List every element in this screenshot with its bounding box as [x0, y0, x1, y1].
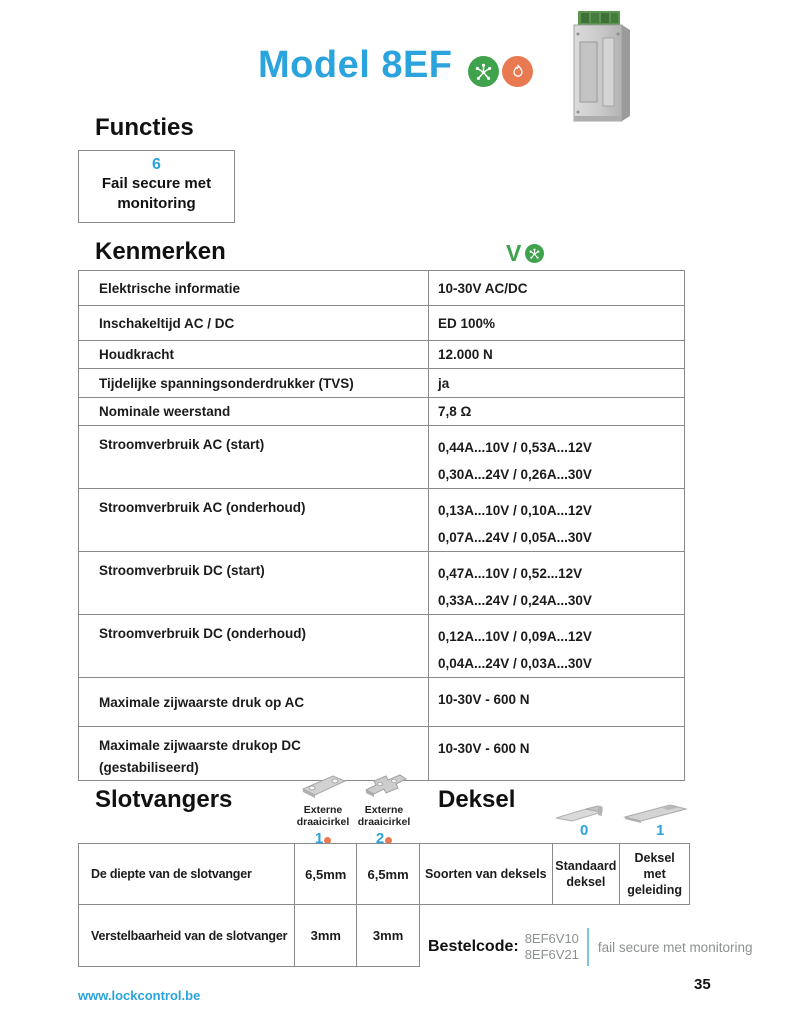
spec-row: [79, 271, 684, 306]
spec-table: [78, 270, 685, 781]
bestelcode-code: 8EF6V10: [524, 931, 579, 946]
spec-value: 12.000 N: [438, 347, 493, 362]
deksel-table-label: Soorten van deksels: [420, 844, 553, 904]
page-title: Model 8EF: [258, 44, 453, 86]
deksel-table: [420, 843, 690, 905]
spec-value: 0,44A...10V / 0,53A...12V: [438, 440, 592, 455]
functie-number: 6: [152, 156, 161, 173]
bestelcode-codes: [525, 931, 579, 963]
spec-label: Elektrische informatie: [79, 271, 429, 305]
spec-row: [79, 306, 684, 341]
v-badge-letter: V: [506, 240, 522, 266]
spec-label: Nominale weerstand: [79, 398, 429, 425]
slotvanger-caption-2: Externe draaicirkel: [357, 804, 411, 828]
slotvanger-row-label: Verstelbaarheid van de slotvanger: [79, 905, 295, 966]
page-number: 35: [694, 976, 711, 993]
spec-label: Tijdelijke spanningsonderdrukker (TVS): [79, 369, 429, 397]
spec-value: 0,12A...10V / 0,09A...12V: [438, 629, 592, 644]
spec-value: 0,47A...10V / 0,52...12V: [438, 566, 583, 581]
deksel-heading: Deksel: [438, 786, 516, 813]
fire-icon: [502, 56, 533, 87]
functie-card: [78, 150, 235, 223]
deksel-number-1: 1: [656, 822, 665, 839]
table-row: [79, 905, 419, 966]
slotvanger-option-2: [354, 771, 414, 847]
slotvangers-heading: Slotvangers: [95, 786, 233, 813]
spec-row: [79, 369, 684, 398]
slotvanger-value: 3mm: [372, 928, 404, 943]
website-link[interactable]: www.lockcontrol.be: [78, 988, 201, 1003]
bestelcode-separator: [587, 928, 589, 966]
slotvanger-value: 6,5mm: [295, 844, 357, 904]
product-image: [558, 8, 644, 133]
spec-value: 0,04A...24V / 0,03A...30V: [438, 656, 592, 671]
spec-value: 0,07A...24V / 0,05A...30V: [438, 530, 592, 545]
spec-row: [79, 341, 684, 369]
title-badges: [468, 56, 533, 87]
spec-label: Inschakeltijd AC / DC: [79, 306, 429, 340]
spec-label: Stroomverbruik AC (start): [79, 426, 429, 488]
spec-value: ja: [438, 375, 450, 391]
spec-value: 0,30A...24V / 0,26A...30V: [438, 467, 592, 482]
slotvanger-option-1: [293, 771, 353, 847]
slotvanger-number-2: 2: [354, 830, 414, 847]
slotvanger-row-label: De diepte van de slotvanger: [79, 844, 295, 904]
spec-value: 10-30V - 600 N: [438, 741, 530, 756]
kenmerken-badge: [506, 240, 544, 267]
spec-row: [79, 489, 684, 552]
spec-row: [79, 615, 684, 678]
spec-label: Stroomverbruik DC (onderhoud): [79, 615, 429, 677]
spec-label: Maximale zijwaarste druk op AC: [79, 678, 429, 726]
slotvanger-number-1: 1: [293, 830, 353, 847]
spec-value: 0,33A...24V / 0,24A...30V: [438, 593, 592, 608]
spec-value: 10-30V AC/DC: [438, 280, 528, 296]
spec-label: Houdkracht: [79, 341, 429, 368]
kenmerken-heading: Kenmerken: [95, 238, 226, 265]
connectivity-icon: [525, 244, 544, 263]
spec-value: 10-30V - 600 N: [438, 692, 530, 707]
connectivity-icon: [468, 56, 499, 87]
slotvanger-table: [78, 843, 420, 967]
slotvanger-value: 6,5mm: [367, 866, 409, 882]
bestelcode-block: [428, 928, 752, 966]
deksel-image-1: [622, 800, 690, 824]
deksel-table-value: Standaard deksel: [553, 844, 621, 904]
table-row: [79, 844, 419, 905]
slotvanger-image-2: [358, 771, 410, 799]
spec-label: Stroomverbruik AC (onderhoud): [79, 489, 429, 551]
spec-value: 0,13A...10V / 0,10A...12V: [438, 503, 592, 518]
spec-row: [79, 552, 684, 615]
deksel-image-0: [552, 800, 614, 824]
spec-row: [79, 426, 684, 489]
spec-value: ED 100%: [438, 315, 496, 331]
spec-row: [79, 678, 684, 727]
bestelcode-code: 8EF6V21: [524, 947, 579, 962]
spec-value: 7,8 Ω: [438, 404, 472, 419]
spec-label: Stroomverbruik DC (start): [79, 552, 429, 614]
slotvanger-value: 3mm: [295, 905, 357, 966]
functie-label: Fail secure met monitoring: [101, 175, 212, 212]
bestelcode-label: Bestelcode:: [428, 938, 519, 955]
functies-heading: Functies: [95, 114, 194, 141]
bestelcode-description: fail secure met monitoring: [597, 939, 753, 955]
deksel-table-value: Deksel met geleiding: [627, 851, 683, 897]
spec-label-line2: (gestabiliseerd): [99, 760, 199, 775]
slotvanger-image-1: [297, 771, 349, 799]
spec-label: Maximale zijwaarste drukop DC: [99, 738, 301, 753]
slotvanger-caption-1: Externe draaicirkel: [296, 804, 350, 828]
spec-row: [79, 398, 684, 426]
deksel-number-0: 0: [580, 822, 589, 839]
